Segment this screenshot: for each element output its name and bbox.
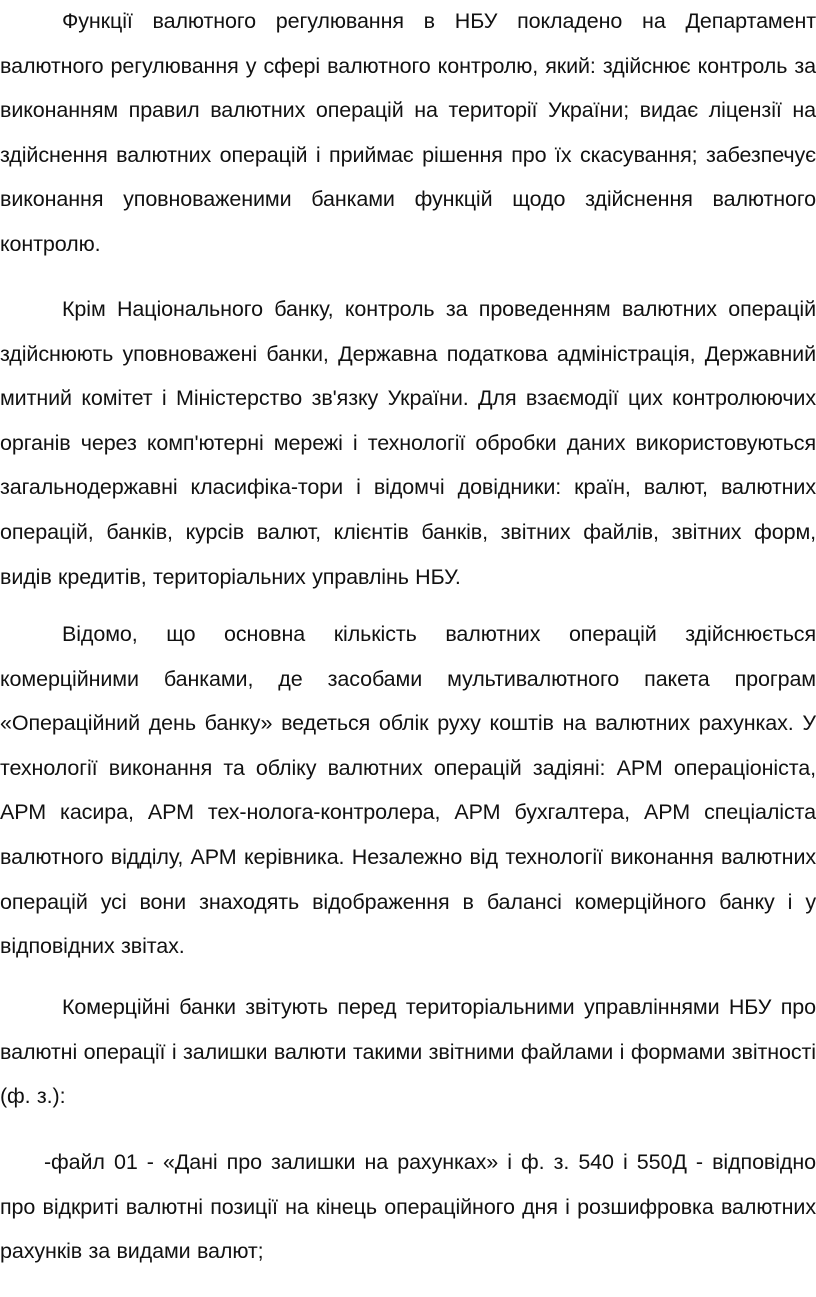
paragraph-bank-reporting: Комерційні банки звітують перед територіальними управліннями НБУ про валютні операції і залишки валюти такими звітними файлами і формами звітності (ф. з.): [0, 995, 816, 1109]
paragraph-control-bodies: Крім Національного банку, контроль за проведенням валютних операцій здійснюють уповноважені банки, Державна податкова адміністрація, Державний митний комітет і Міністерство зв'язку України. Для взаємодії цих контролюючих органів через комп'ютерні мережі і технології обробки даних використовуються загальнодержавні класифіка-тори і відомчі довідники: країн, валют, валютних операцій, банків, курсів валют, клієнтів банків, звітних файлів, звітних форм, видів кредитів, територіальних управлінь НБУ. [0, 297, 816, 589]
paragraph-file-01: -файл 01 - «Дані про залишки на рахунках» і ф. з. 540 і 550Д - відповідно про відкриті валютні позиції на кінець операційного дня і розшифровка валютних рахунків за видами валют; [0, 1150, 816, 1264]
paragraph-currency-regulation-functions: Функції валютного регулювання в НБУ покладено на Департамент валютного регулювання у сфері валютного контролю, який: здійснює контроль за виконанням правил валютних операцій на території України; видає ліцензії на здійснення валютних операцій і приймає рішення про їх скасування; забезпечує виконання уповноваженими банками функцій щодо здійснення валютного контролю. [0, 9, 816, 256]
paragraph-commercial-banks-operations: Відомо, що основна кількість валютних операцій здійснюється комерційними банками, де засобами мультивалютного пакета програм «Операційний день банку» ведеться облік руху коштів на валютних рахунках. У технології виконання та обліку валютних операцій задіяні: АРМ операціоніста, АРМ касира, АРМ тех-нолога-контролера, АРМ бухгалтера, АРМ спеціаліста валютного відділу, АРМ керівника. Незалежно від технології виконання валютних операцій усі вони знаходять відображення в балансі комерційного банку і у відповідних звітах. [0, 622, 816, 959]
